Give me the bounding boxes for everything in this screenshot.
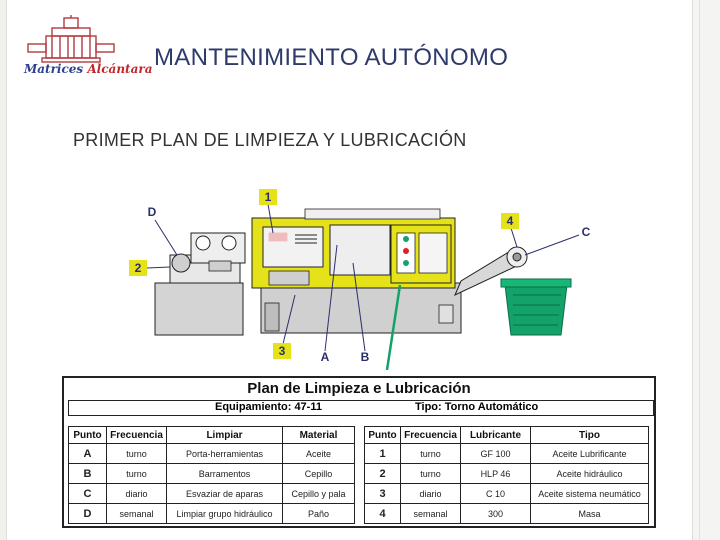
cell-lubricante: 300 xyxy=(461,504,531,524)
cell-frecuencia: turno xyxy=(107,464,167,484)
lubrication-table xyxy=(364,426,649,524)
table-row xyxy=(69,464,355,484)
callout-3: 3 xyxy=(278,344,286,358)
cleaning-lubrication-plan xyxy=(62,376,656,528)
machine-type-label: Tipo: Torno Automático xyxy=(415,401,539,413)
cell-frecuencia: diario xyxy=(107,484,167,504)
cell-frecuencia: turno xyxy=(401,464,461,484)
cell-punto: 3 xyxy=(365,484,401,504)
cell-punto: 4 xyxy=(365,504,401,524)
cell-punto: D xyxy=(69,504,107,524)
col-header: Material xyxy=(283,427,355,444)
cell-limpiar: Barramentos xyxy=(167,464,283,484)
col-header: Lubricante xyxy=(461,427,531,444)
col-header: Tipo xyxy=(531,427,649,444)
cell-frecuencia: semanal xyxy=(401,504,461,524)
logo-wordmark xyxy=(24,62,152,76)
cell-frecuencia: turno xyxy=(401,444,461,464)
equipment-row xyxy=(68,400,654,416)
cell-tipo: Aceite hidráulico xyxy=(531,464,649,484)
logo-name-part1: Matrices xyxy=(24,62,84,76)
cell-tipo: Aceite sistema neumático xyxy=(531,484,649,504)
cell-punto: C xyxy=(69,484,107,504)
cell-limpiar: Esvaziar de aparas xyxy=(167,484,283,504)
table-row xyxy=(69,444,355,464)
equipment-label: Equipamiento: 47-11 xyxy=(215,401,322,413)
slide-right-border xyxy=(692,0,720,540)
slide-title: MANTENIMIENTO AUTÓNOMO xyxy=(154,44,509,71)
callout-C: C xyxy=(581,225,591,239)
table-row xyxy=(365,484,649,504)
slide-left-edge xyxy=(0,0,7,540)
cell-material: Cepillo xyxy=(283,464,355,484)
col-header: Limpiar xyxy=(167,427,283,444)
cell-material: Aceite xyxy=(283,444,355,464)
cell-tipo: Aceite Lubrificante xyxy=(531,444,649,464)
cleaning-table xyxy=(68,426,355,524)
cell-lubricante: GF 100 xyxy=(461,444,531,464)
logo-name-part2: Alcántara xyxy=(87,62,153,76)
cell-punto: B xyxy=(69,464,107,484)
col-header: Frecuencia xyxy=(401,427,461,444)
table-row xyxy=(365,504,649,524)
cell-lubricante: HLP 46 xyxy=(461,464,531,484)
col-header: Frecuencia xyxy=(107,427,167,444)
table-row xyxy=(69,484,355,504)
machine-base xyxy=(155,283,243,335)
callout-A: A xyxy=(320,350,330,364)
cell-limpiar: Limpiar grupo hidráulico xyxy=(167,504,283,524)
cell-frecuencia: diario xyxy=(401,484,461,504)
cell-lubricante: C 10 xyxy=(461,484,531,504)
col-header: Punto xyxy=(365,427,401,444)
col-header: Punto xyxy=(69,427,107,444)
callout-B: B xyxy=(360,350,370,364)
cell-punto: A xyxy=(69,444,107,464)
callout-4: 4 xyxy=(506,214,514,228)
cell-frecuencia: turno xyxy=(107,444,167,464)
cell-material: Paño xyxy=(283,504,355,524)
table-row xyxy=(69,504,355,524)
table-row xyxy=(365,464,649,484)
chip-bin xyxy=(505,285,567,335)
callout-D: D xyxy=(147,205,157,219)
cell-limpiar: Porta-herramientas xyxy=(167,444,283,464)
cell-tipo: Masa xyxy=(531,504,649,524)
plan-title: Plan de Limpieza e Lubricación xyxy=(247,380,471,397)
table-row xyxy=(365,444,649,464)
cell-punto: 2 xyxy=(365,464,401,484)
cell-frecuencia: semanal xyxy=(107,504,167,524)
cell-material: Cepillo y pala xyxy=(283,484,355,504)
cell-punto: 1 xyxy=(365,444,401,464)
logo-building-icon xyxy=(28,15,114,62)
callout-1: 1 xyxy=(264,190,272,204)
lathe-machine-illustration xyxy=(125,185,615,370)
callout-2: 2 xyxy=(134,261,142,275)
slide-subtitle: PRIMER PLAN DE LIMPIEZA Y LUBRICACIÓN xyxy=(73,130,467,150)
